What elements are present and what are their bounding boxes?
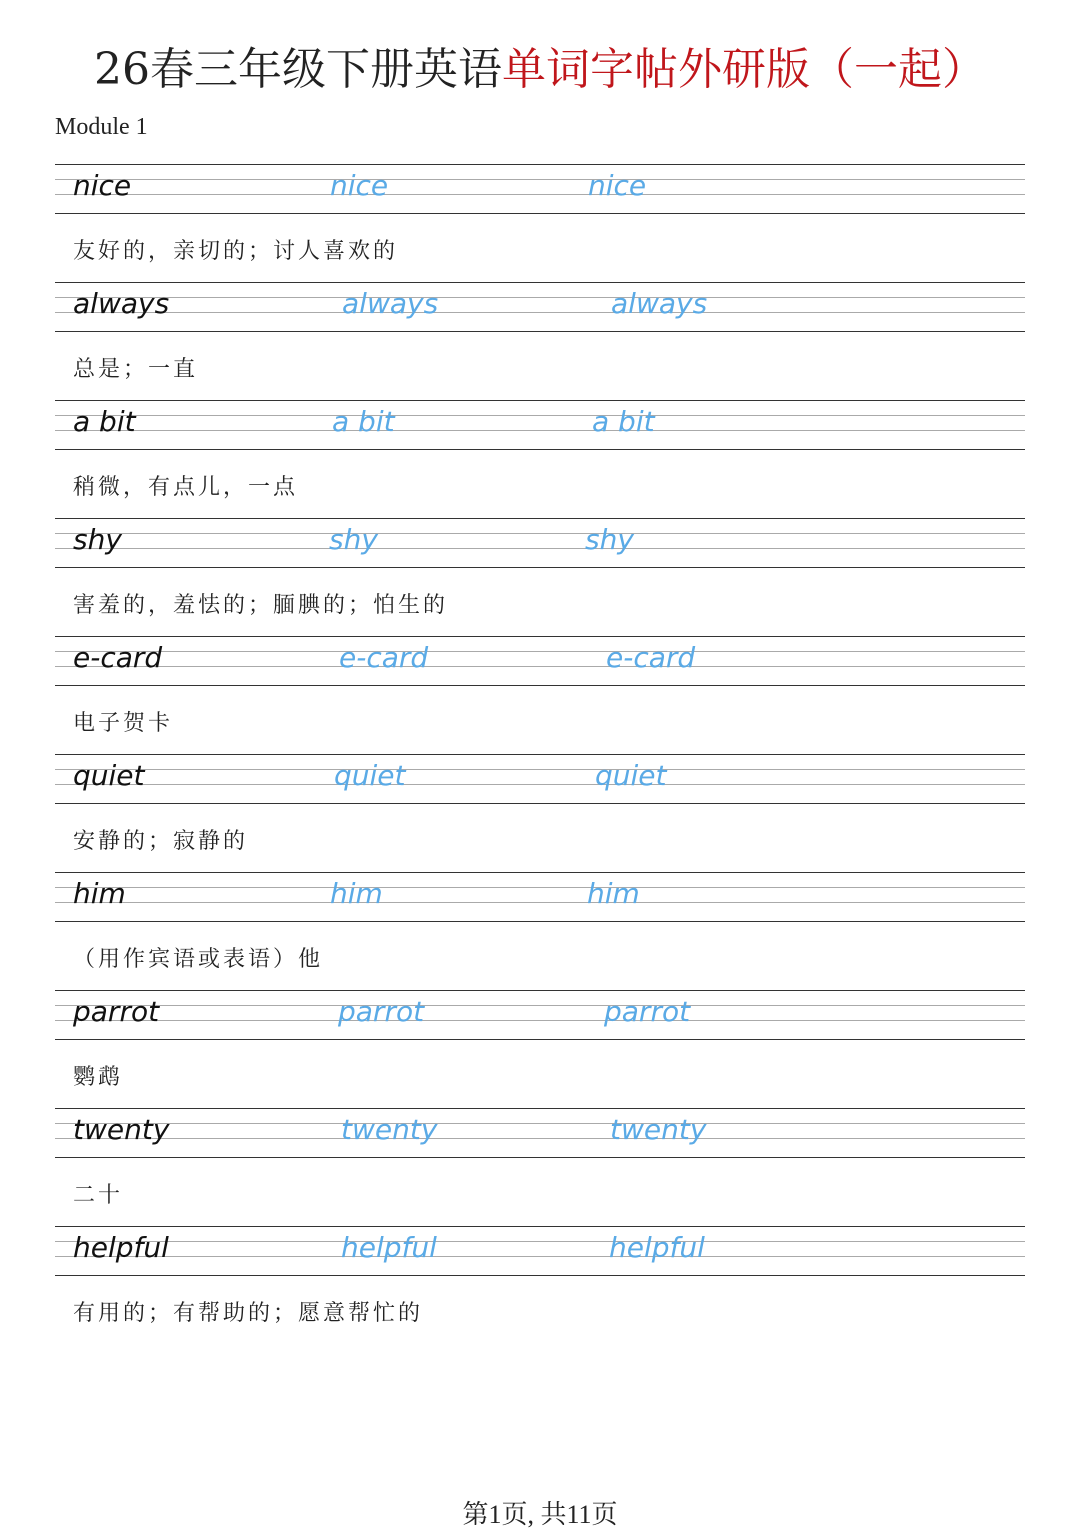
trace-word-2: nice [588, 169, 647, 202]
word-meaning: （用作宾语或表语）他 [73, 947, 324, 972]
trace-word-2: him [587, 877, 640, 910]
trace-word-1: quiet [334, 759, 406, 792]
word: helpful [73, 1231, 169, 1264]
trace-word-1: twenty [341, 1113, 438, 1146]
writing-lines [55, 990, 1025, 1040]
writing-lines [55, 282, 1025, 332]
writing-lines [55, 754, 1025, 804]
page-number: 第1页, 共11页 [462, 1500, 618, 1529]
word: e-card [73, 641, 163, 674]
list-item [0, 400, 1080, 518]
trace-word-2: a bit [592, 405, 655, 438]
word: a bit [73, 405, 136, 438]
word: shy [73, 523, 122, 556]
title-black: 26春三年级下册英语 [94, 44, 502, 95]
trace-word-1: him [330, 877, 383, 910]
list-item [0, 164, 1080, 282]
word: quiet [73, 759, 145, 792]
trace-word-1: nice [330, 169, 389, 202]
trace-word-1: shy [329, 523, 378, 556]
trace-word-1: parrot [338, 995, 425, 1028]
trace-word-2: e-card [606, 641, 696, 674]
list-item [0, 518, 1080, 636]
title-red: 单词字帖外研版（一起） [502, 44, 986, 95]
trace-word-2: helpful [609, 1231, 705, 1264]
trace-word-1: always [342, 287, 439, 320]
trace-word-2: twenty [610, 1113, 707, 1146]
word: parrot [73, 995, 160, 1028]
word-meaning: 安静的；寂静的 [73, 829, 249, 854]
writing-lines [55, 518, 1025, 568]
page-title [0, 40, 1080, 100]
word: him [73, 877, 126, 910]
trace-word-1: helpful [341, 1231, 437, 1264]
word-meaning: 鹦鹉 [73, 1065, 124, 1090]
trace-word-2: shy [585, 523, 634, 556]
list-item [0, 990, 1080, 1108]
word-meaning: 有用的；有帮助的；愿意帮忙的 [73, 1301, 424, 1326]
writing-lines [55, 164, 1025, 214]
trace-word-2: parrot [604, 995, 691, 1028]
word-meaning: 稍微，有点儿，一点 [73, 475, 299, 500]
list-item [0, 1226, 1080, 1344]
word-meaning: 电子贺卡 [73, 711, 174, 736]
writing-lines [55, 872, 1025, 922]
word: twenty [73, 1113, 170, 1146]
list-item [0, 872, 1080, 990]
trace-word-2: always [611, 287, 708, 320]
word: always [73, 287, 170, 320]
writing-lines [55, 400, 1025, 450]
writing-lines [55, 1226, 1025, 1276]
word-meaning: 友好的，亲切的；讨人喜欢的 [73, 239, 399, 264]
word-meaning: 害羞的，羞怯的；腼腆的；怕生的 [73, 593, 449, 618]
word: nice [73, 169, 132, 202]
writing-lines [55, 1108, 1025, 1158]
word-meaning: 二十 [73, 1183, 124, 1208]
trace-word-1: e-card [339, 641, 429, 674]
trace-word-2: quiet [595, 759, 667, 792]
module-label: Module 1 [55, 114, 148, 140]
list-item [0, 282, 1080, 400]
trace-word-1: a bit [332, 405, 395, 438]
word-meaning: 总是；一直 [73, 357, 199, 382]
list-item [0, 754, 1080, 872]
writing-lines [55, 636, 1025, 686]
list-item [0, 1108, 1080, 1226]
list-item [0, 636, 1080, 754]
